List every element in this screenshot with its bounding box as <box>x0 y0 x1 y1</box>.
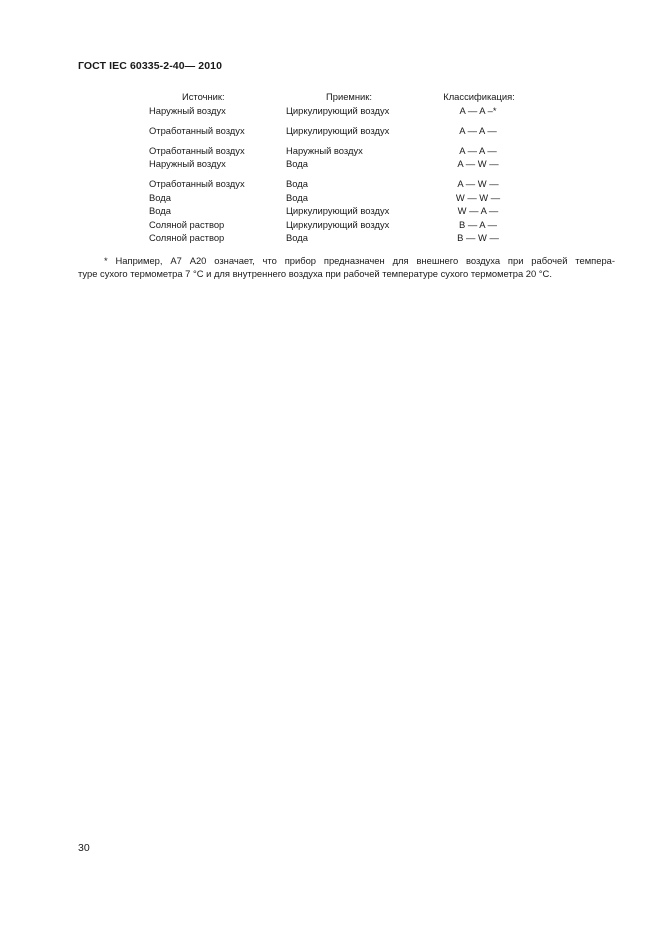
classification-cell: B — W — <box>457 232 499 243</box>
classification-cell: A — A — <box>459 124 497 136</box>
source-cell: Отработанный воздух <box>149 178 245 189</box>
classification-cell: A — W — <box>457 158 499 169</box>
receiver-cell: Вода <box>286 232 308 243</box>
classification-cell: B — A — <box>458 218 498 230</box>
source-cell: Вода <box>149 191 171 203</box>
receiver-cell: Вода <box>286 178 308 189</box>
classification-cell: A — A — <box>459 144 497 156</box>
classification-cell: W — A — <box>457 205 499 216</box>
source-cell: Наружный воздух <box>149 104 226 116</box>
table-row <box>0 231 661 245</box>
table-row <box>0 218 661 232</box>
source-cell: Отработанный воздух <box>149 144 245 156</box>
source-cell: Вода <box>149 205 171 216</box>
footnote-line-1: * Например, А7 А20 означает, что прибор предназначен для внешнего воздуха при рабочей темпера- <box>104 255 615 266</box>
table-row <box>0 177 661 191</box>
classification-cell: A — A –* <box>459 104 497 116</box>
footnote <box>78 254 615 280</box>
column-header-receiver: Приемник: <box>326 91 372 102</box>
column-header-classification: Классификация: <box>443 91 515 102</box>
source-cell: Соляной раствор <box>149 218 225 230</box>
receiver-cell: Циркулирующий воздух <box>286 218 390 230</box>
classification-cell: A — W — <box>457 178 499 189</box>
table-header-row <box>0 90 661 104</box>
page-number: 30 <box>78 842 90 854</box>
source-cell: Соляной раствор <box>149 232 225 243</box>
table-row <box>0 104 661 118</box>
receiver-cell: Вода <box>286 191 308 203</box>
receiver-cell: Наружный воздух <box>286 144 363 156</box>
table-row <box>0 157 661 171</box>
column-header-source: Источник: <box>182 91 225 102</box>
receiver-cell: Циркулирующий воздух <box>286 124 390 136</box>
table-row <box>0 204 661 218</box>
source-cell: Наружный воздух <box>149 158 226 169</box>
receiver-cell: Циркулирующий воздух <box>286 205 390 216</box>
footnote-line-2: туре сухого термометра 7 °С и для внутреннего воздуха при рабочей температуре сухого термометра 20 °С. <box>78 268 552 280</box>
receiver-cell: Вода <box>286 158 308 169</box>
document-header: ГОСТ IEC 60335-2-40— 2010 <box>78 60 223 72</box>
source-cell: Отработанный воздух <box>149 124 245 136</box>
classification-table <box>0 90 661 245</box>
classification-cell: W — W — <box>455 191 501 203</box>
table-row <box>0 191 661 205</box>
table-row <box>0 124 661 138</box>
table-row <box>0 144 661 158</box>
receiver-cell: Циркулирующий воздух <box>286 104 390 116</box>
